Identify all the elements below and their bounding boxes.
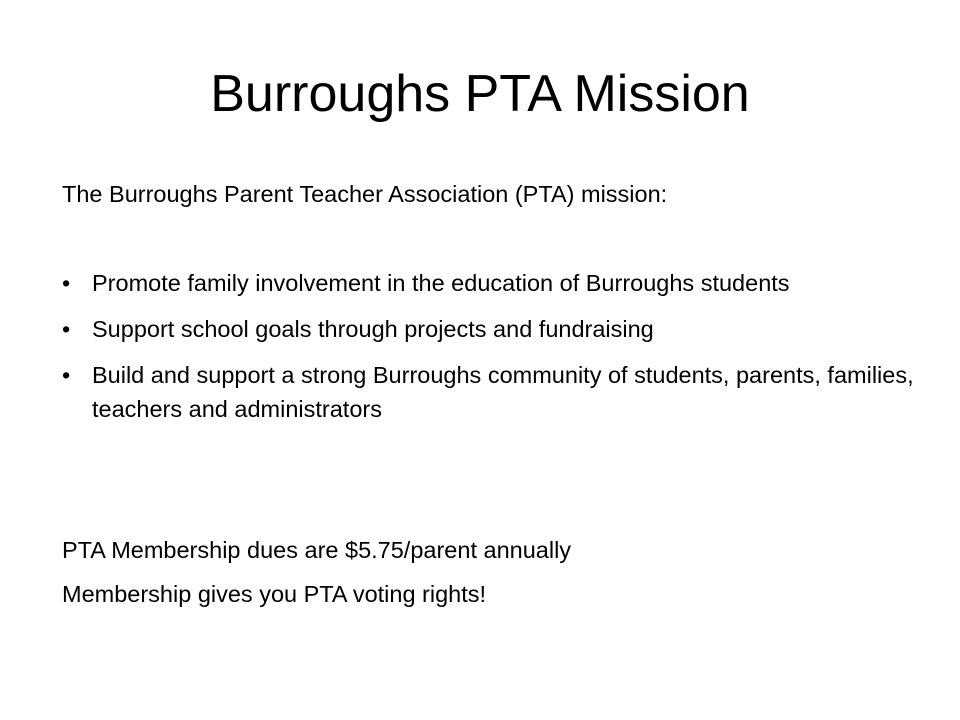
slide-title: Burroughs PTA Mission [210,65,750,123]
membership-dues: PTA Membership dues are $5.75/parent annually [62,537,572,563]
bullet-text: Build and support a strong Burroughs community of students, parents, families, teachers and administrators [92,362,914,422]
bullet-dot-icon: • [62,362,71,388]
voting-rights-note: Membership gives you PTA voting rights! [62,581,487,607]
mission-intro: The Burroughs Parent Teacher Association (PTA) mission: [62,181,668,207]
mission-bullet-community [62,358,922,426]
mission-bullet-school-goals [62,312,922,346]
mission-bullet-family-involvement [62,266,922,300]
bullet-text: Support school goals through projects and fundraising [92,316,654,342]
mission-bullet-list [62,266,922,438]
bullet-dot-icon: • [62,316,71,342]
bullet-dot-icon: • [62,270,71,296]
bullet-text: Promote family involvement in the education of Burroughs students [92,270,790,296]
